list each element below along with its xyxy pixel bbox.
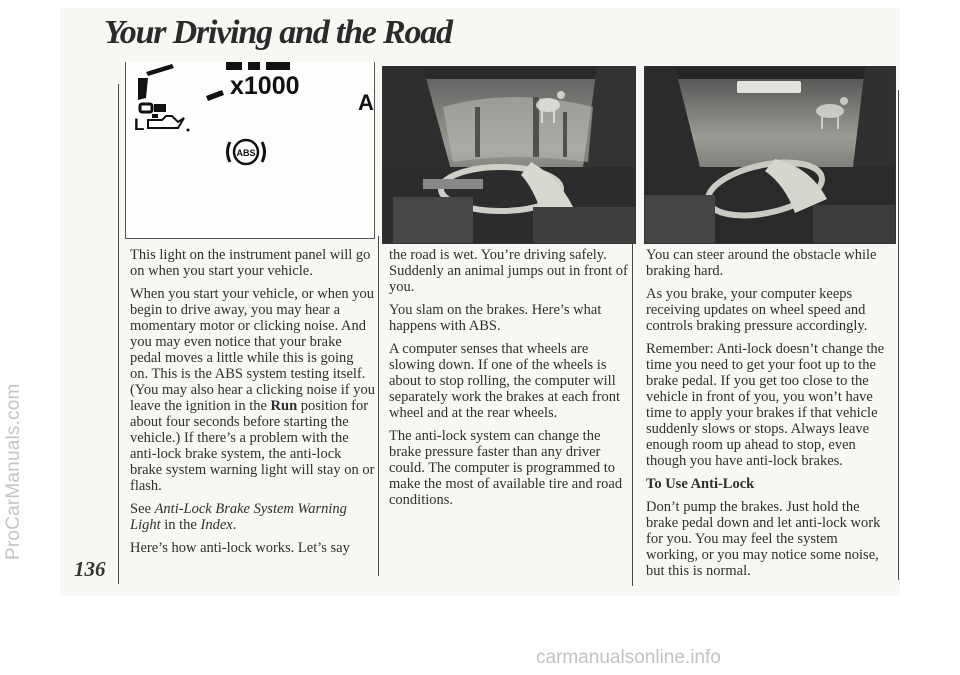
left-margin-rule — [118, 84, 119, 584]
col3-paragraph-1: You can steer around the obstacle while braking hard. — [646, 247, 877, 279]
page-title: Your Driving and the Road — [104, 14, 452, 51]
col1-p2-text-a: When you start your vehicle, or when you begin to drive away, you may hear a momentary motor or clicking noise. And you may even notice that your brake pedal moves a little while this is going on. This is the ABS system testing itself. (You may also hear a clicking noise if you leave the ignition in the — [130, 286, 375, 414]
col3-paragraph-2: As you brake, your computer keeps receiving updates on wheel speed and controls braking pressure accordingly. — [646, 286, 868, 334]
driving-photo-animal-ahead — [382, 66, 636, 244]
warning-light-reference: Anti-Lock Brake System Warning Light — [130, 501, 347, 533]
panel-letter-l: L — [134, 115, 145, 134]
col1-paragraph-1: This light on the instrument panel will go on when you start your vehicle. — [130, 247, 371, 279]
col1-paragraph-4: Here’s how anti-lock works. Let’s say — [130, 540, 350, 556]
panel-letter-a: A — [358, 90, 374, 115]
text-column-2 — [389, 247, 634, 515]
col3-paragraph-3: Remember: Anti-lock doesn’t change the time you need to get your foot up to the brake pedal. If you get too close to the vehicle in front of you, you won’t have time to apply your brakes if that vehicle suddenly slows or stops. Always leave enough room up ahead to stop, even though you have anti-lock brakes. — [646, 341, 885, 469]
col3-paragraph-4: Don’t pump the brakes. Just hold the brake pedal down and let anti-lock work for you. You may feel the system working, or you may notice some noise, but this is normal. — [646, 499, 881, 579]
column-rule-1 — [378, 236, 379, 576]
col2-paragraph-3: A computer senses that wheels are slowing down. If one of the wheels is about to stop rolling, the computer will separately work the brakes at each front wheel and at the rear wheels. — [389, 341, 621, 421]
see-text: See — [130, 501, 155, 517]
index-reference: Index — [200, 517, 233, 533]
right-margin-rule — [898, 90, 899, 580]
instrument-panel-illustration — [125, 62, 375, 239]
abs-warning-icon — [228, 140, 265, 164]
oil-pressure-icon — [134, 114, 190, 134]
col2-paragraph-4: The anti-lock system can change the brake pressure faster than any driver could. The computer is programmed to make the most of available tire and road conditions. — [389, 428, 623, 508]
section-subheading: To Use Anti-Lock — [646, 476, 755, 492]
text-column-1 — [130, 247, 375, 563]
col1-p2-text-b: position for about four seconds before starting the vehicle.) If there’s a problem with the anti-lock brake system, the anti-lock brake system warning light will stay on or flash. — [130, 398, 375, 494]
abs-label: ABS — [236, 148, 256, 158]
period-text: . — [232, 517, 237, 533]
col1-paragraph-3 — [130, 501, 375, 533]
col2-paragraph-1: the road is wet. You’re driving safely. Suddenly an animal jumps out in front of you. — [389, 247, 628, 295]
side-watermark: ProCarManuals.com — [3, 383, 24, 560]
col2-paragraph-2: You slam on the brakes. Here’s what happens with ABS. — [389, 302, 602, 334]
in-the-text: in the — [160, 517, 201, 533]
tachometer-label: x1000 — [230, 72, 300, 100]
col1-paragraph-2 — [130, 286, 375, 494]
page-number: 136 — [74, 557, 106, 581]
bottom-watermark: carmanualsonline.info — [536, 647, 721, 668]
text-column-3 — [646, 247, 891, 586]
run-keyword: Run — [270, 398, 298, 414]
driving-photo-steering-around — [644, 66, 896, 244]
